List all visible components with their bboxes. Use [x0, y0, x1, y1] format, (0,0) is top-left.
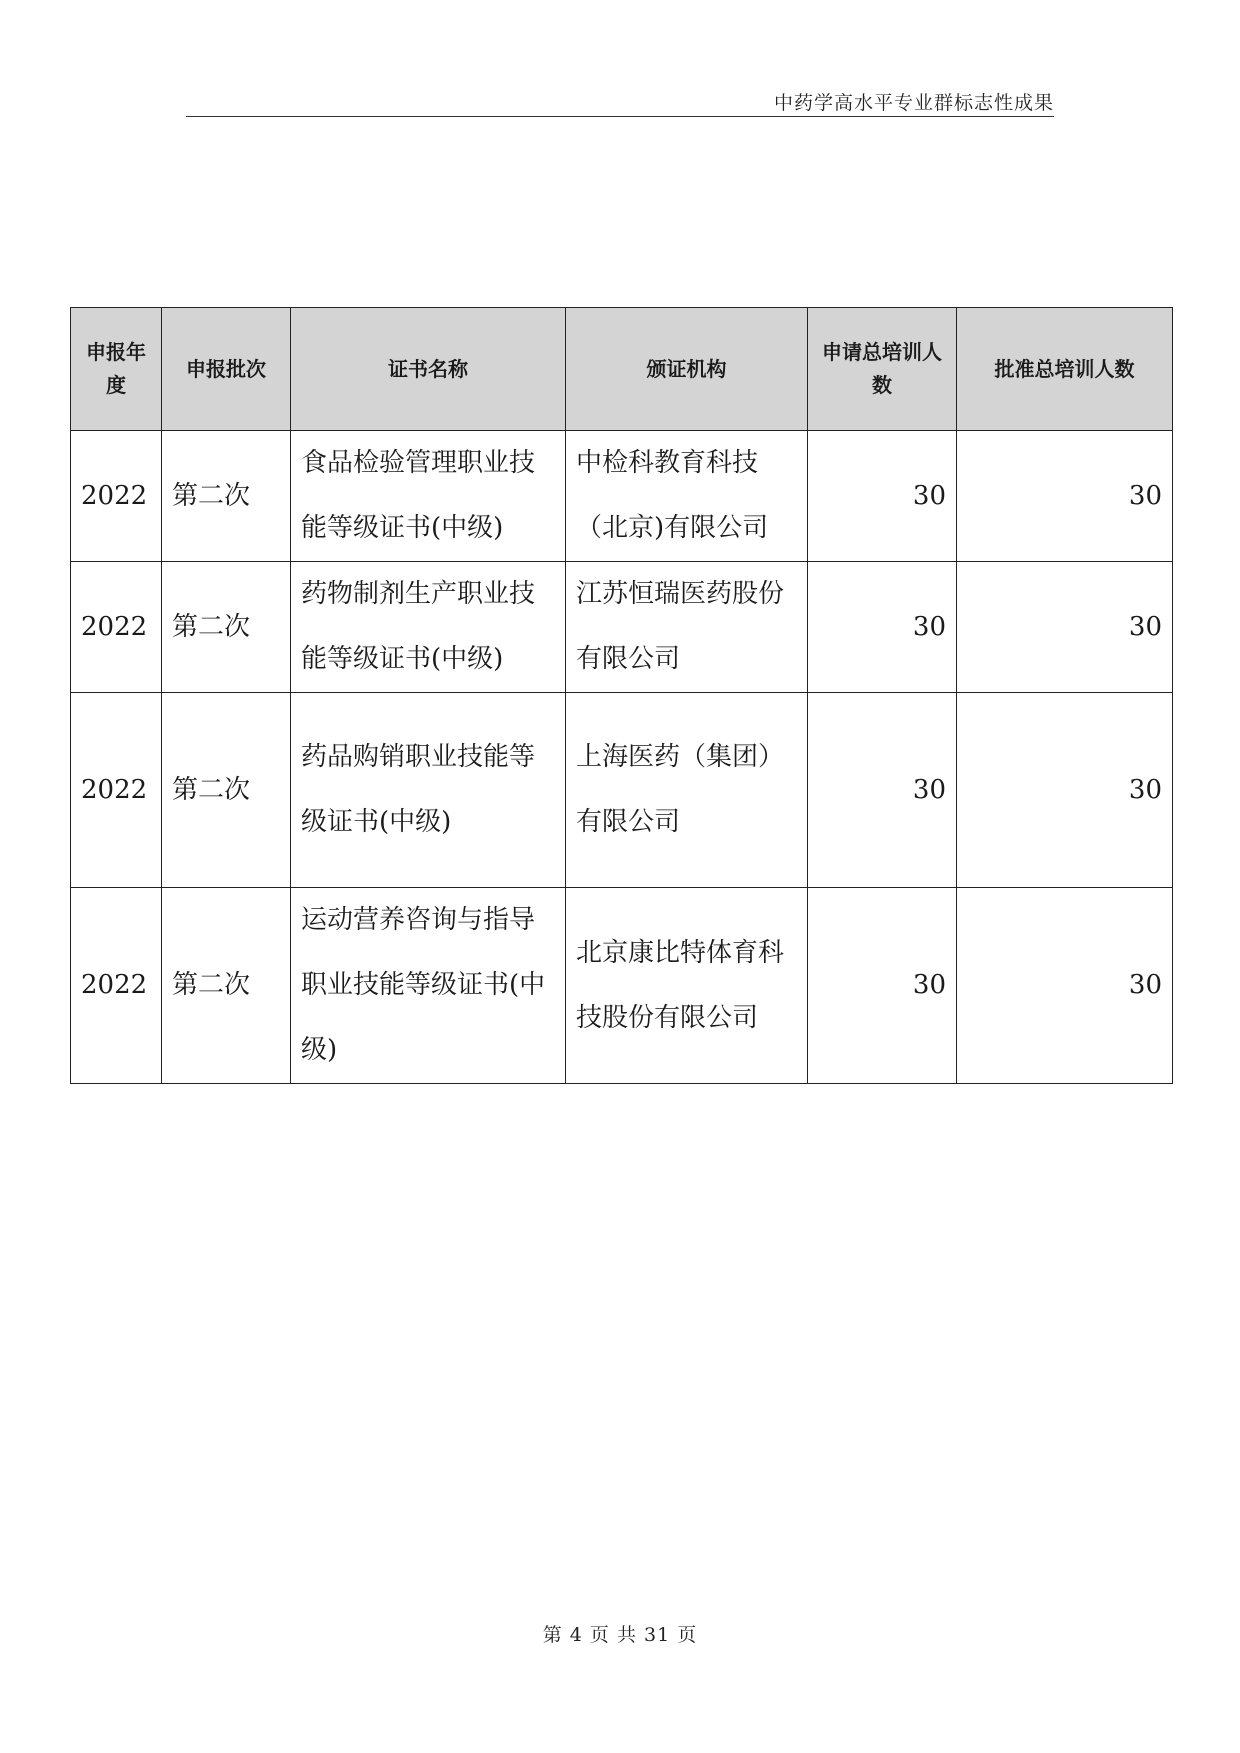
header-year: 申报年度	[71, 308, 162, 431]
cell-approved-count: 30	[957, 562, 1173, 693]
cell-year: 2022	[71, 693, 162, 888]
running-header-title: 中药学高水平专业群标志性成果	[773, 92, 1054, 114]
cell-applied-count: 30	[808, 562, 957, 693]
page-number-footer: 第 4 页 共 31 页	[542, 1624, 698, 1646]
cell-approved-count: 30	[957, 431, 1173, 562]
header-applied-count: 申请总培训人数	[808, 308, 957, 431]
cell-issuer: 上海医药（集团）有限公司	[566, 693, 808, 888]
cell-year: 2022	[71, 888, 162, 1084]
cell-applied-count: 30	[808, 888, 957, 1084]
cell-issuer: 江苏恒瑞医药股份有限公司	[566, 562, 808, 693]
cell-issuer: 中检科教育科技（北京)有限公司	[566, 431, 808, 562]
cell-certificate-name: 食品检验管理职业技能等级证书(中级)	[291, 431, 566, 562]
cell-year: 2022	[71, 431, 162, 562]
cell-year: 2022	[71, 562, 162, 693]
cell-approved-count: 30	[957, 693, 1173, 888]
header-issuer: 颁证机构	[566, 308, 808, 431]
cell-applied-count: 30	[808, 431, 957, 562]
table-row	[71, 693, 1173, 888]
cell-batch: 第二次	[162, 888, 291, 1084]
cell-batch: 第二次	[162, 693, 291, 888]
cell-certificate-name: 药物制剂生产职业技能等级证书(中级)	[291, 562, 566, 693]
cell-applied-count: 30	[808, 693, 957, 888]
table-row	[71, 562, 1173, 693]
header-batch: 申报批次	[162, 308, 291, 431]
cell-issuer: 北京康比特体育科技股份有限公司	[566, 888, 808, 1084]
cell-certificate-name: 药品购销职业技能等级证书(中级)	[291, 693, 566, 888]
header-divider	[186, 116, 1054, 117]
header-approved-count: 批准总培训人数	[957, 308, 1173, 431]
cell-certificate-name: 运动营养咨询与指导职业技能等级证书(中级)	[291, 888, 566, 1084]
header-certificate-name: 证书名称	[291, 308, 566, 431]
table-row	[71, 431, 1173, 562]
table-header-row	[71, 308, 1173, 431]
cell-batch: 第二次	[162, 562, 291, 693]
cell-approved-count: 30	[957, 888, 1173, 1084]
cell-batch: 第二次	[162, 431, 291, 562]
table-row	[71, 888, 1173, 1084]
certificate-table	[70, 307, 1173, 1084]
